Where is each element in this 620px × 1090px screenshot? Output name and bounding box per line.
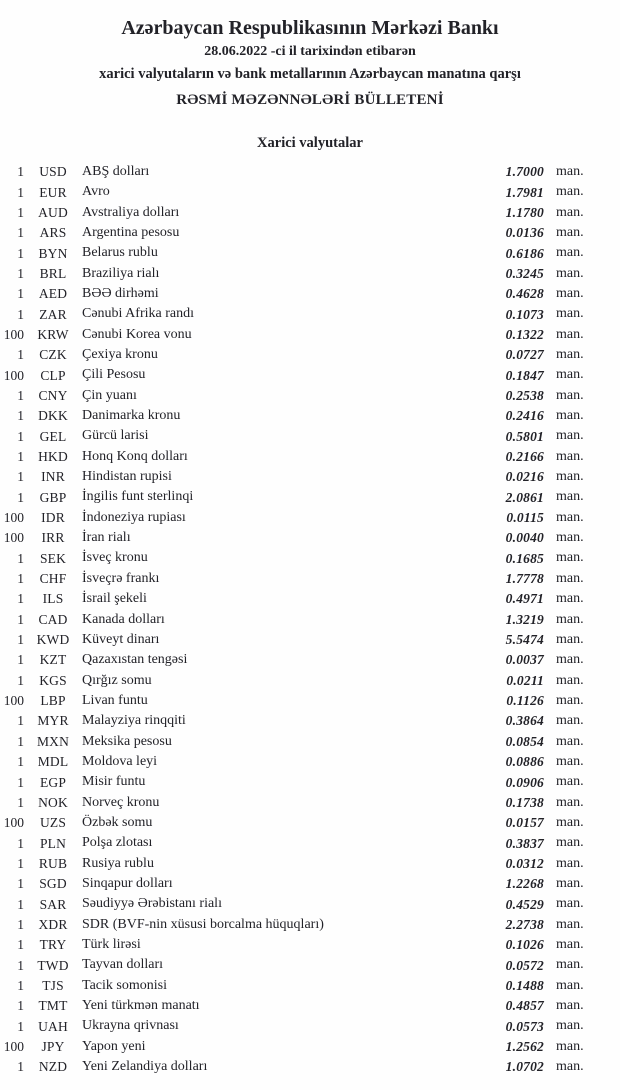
rate-row — [0, 569, 590, 589]
row-name: Qırğız somu — [82, 672, 152, 688]
row-name: Tacik somonisi — [82, 977, 167, 993]
rate-row — [0, 284, 590, 304]
row-unit: man. — [556, 204, 584, 220]
rate-row — [0, 955, 590, 975]
row-name: Ukrayna qrivnası — [82, 1018, 179, 1034]
row-rate: 1.7000 — [505, 164, 544, 180]
row-unit: man. — [556, 245, 584, 261]
rate-row — [0, 833, 590, 853]
rate-row — [0, 223, 590, 243]
row-code: DKK — [38, 408, 68, 424]
row-qty: 1 — [17, 855, 24, 871]
row-code: NOK — [38, 794, 68, 810]
row-code: ILS — [42, 591, 64, 607]
row-qty: 1 — [17, 937, 24, 953]
rate-row — [0, 162, 590, 182]
row-qty: 1 — [17, 876, 24, 892]
rate-row — [0, 426, 590, 446]
row-rate: 0.0211 — [506, 672, 544, 688]
row-name: Polşa zlotası — [82, 835, 153, 851]
row-name: Cənubi Afrika randı — [82, 306, 194, 322]
rate-row — [0, 243, 590, 263]
row-qty: 100 — [3, 693, 24, 709]
row-unit: man. — [556, 855, 584, 871]
row-unit: man. — [556, 753, 584, 769]
row-rate: 0.0136 — [505, 225, 544, 241]
rate-row — [0, 487, 590, 507]
row-code: IRR — [41, 530, 65, 546]
rate-row — [0, 1037, 590, 1057]
row-code: MDL — [37, 754, 69, 770]
row-rate: 0.1685 — [505, 550, 544, 566]
rate-row — [0, 345, 590, 365]
row-name: Meksika pesosu — [82, 733, 172, 749]
row-code: CHF — [39, 571, 67, 587]
rate-row — [0, 1016, 590, 1036]
row-name: Kanada dolları — [82, 611, 165, 627]
row-unit: man. — [556, 774, 584, 790]
row-qty: 1 — [17, 265, 24, 281]
row-unit: man. — [556, 265, 584, 281]
row-rate: 0.2166 — [505, 449, 544, 464]
row-code: SGD — [39, 876, 67, 892]
row-rate: 0.4857 — [505, 998, 544, 1014]
row-name: Yeni Zelandiya dolları — [82, 1059, 208, 1075]
row-code: LBP — [40, 693, 66, 709]
row-name: Malayziya rinqqiti — [82, 713, 186, 729]
row-unit: man. — [556, 286, 584, 301]
rate-row — [0, 263, 590, 283]
row-qty: 1 — [17, 733, 24, 749]
row-rate: 1.2268 — [505, 876, 544, 892]
row-qty: 1 — [17, 754, 24, 770]
row-rate: 1.0702 — [505, 1059, 544, 1075]
row-code: CNY — [38, 387, 68, 403]
row-unit: man. — [556, 1018, 584, 1034]
row-code: UAH — [38, 1018, 68, 1034]
row-unit: man. — [556, 652, 584, 668]
row-qty: 1 — [17, 571, 24, 587]
row-rate: 0.0115 — [506, 510, 544, 526]
rate-row — [0, 406, 590, 426]
row-name: Özbək somu — [82, 814, 153, 830]
row-qty: 1 — [17, 204, 24, 220]
row-qty: 1 — [17, 449, 24, 464]
row-code: RUB — [38, 855, 68, 871]
row-code: IDR — [41, 510, 65, 526]
row-unit: man. — [556, 224, 584, 240]
row-qty: 1 — [17, 245, 24, 261]
rate-row — [0, 202, 590, 222]
row-unit: man. — [556, 184, 584, 200]
row-code: GBP — [39, 489, 67, 505]
row-unit: man. — [556, 977, 584, 993]
row-name: Yeni türkmən manatı — [82, 998, 200, 1014]
row-unit: man. — [556, 367, 584, 383]
rate-row — [0, 528, 590, 548]
row-rate: 0.0906 — [505, 774, 544, 790]
row-qty: 1 — [17, 591, 24, 607]
rate-row — [0, 813, 590, 833]
row-rate: 0.5801 — [505, 428, 544, 444]
row-rate: 0.1073 — [505, 306, 544, 322]
row-qty: 1 — [17, 835, 24, 851]
rate-row — [0, 1057, 590, 1077]
row-name: Danimarka kronu — [82, 408, 181, 424]
row-rate: 1.7981 — [505, 184, 544, 200]
row-qty: 1 — [17, 286, 24, 302]
row-qty: 1 — [17, 794, 24, 810]
row-unit: man. — [556, 326, 584, 342]
row-code: BYN — [38, 245, 68, 261]
row-name: Hindistan rupisi — [82, 469, 172, 485]
row-unit: man. — [556, 550, 584, 566]
row-rate: 0.0037 — [505, 652, 544, 668]
row-unit: man. — [556, 428, 584, 444]
row-unit: man. — [556, 408, 584, 424]
row-unit: man. — [556, 875, 584, 891]
row-code: NZD — [38, 1059, 68, 1075]
bulletin-title: RƏSMİ MƏZƏNNƏLƏRİ BÜLLETENİ — [176, 92, 444, 109]
row-unit: man. — [556, 489, 584, 505]
row-code: KRW — [37, 326, 69, 342]
rates-table — [0, 162, 620, 1077]
row-unit: man. — [556, 469, 584, 485]
row-rate: 2.2738 — [505, 916, 544, 932]
row-qty: 1 — [17, 408, 24, 424]
row-name: Avstraliya dolları — [82, 204, 180, 220]
effective-date-line: 28.06.2022 -ci il tarixindən etibarən — [204, 44, 416, 59]
row-name: SDR (BVF-nin xüsusi borcalma hüquqları) — [82, 916, 324, 932]
row-code: INR — [41, 469, 65, 485]
row-rate: 0.2416 — [505, 408, 544, 424]
rate-row — [0, 670, 590, 690]
row-code: GEL — [39, 428, 67, 444]
row-rate: 0.0572 — [505, 957, 544, 973]
row-qty: 1 — [17, 387, 24, 403]
rate-row — [0, 894, 590, 914]
rate-row — [0, 630, 590, 650]
row-name: İndoneziya rupiası — [82, 509, 186, 525]
rate-row — [0, 691, 590, 711]
row-rate: 0.1026 — [505, 937, 544, 953]
row-unit: man. — [556, 713, 584, 729]
subject-line: xarici valyutaların və bank metallarının Azərbaycan manatına qarşı — [99, 66, 521, 83]
row-qty: 1 — [17, 347, 24, 363]
rate-row — [0, 447, 590, 467]
row-name: Çin yuanı — [82, 387, 137, 403]
rate-row — [0, 853, 590, 873]
row-name: BƏƏ dirhəmi — [82, 286, 159, 301]
row-code: TMT — [38, 998, 68, 1014]
row-unit: man. — [556, 916, 584, 932]
rate-row — [0, 548, 590, 568]
row-qty: 100 — [3, 530, 24, 546]
row-qty: 1 — [17, 957, 24, 973]
row-unit: man. — [556, 611, 584, 627]
rate-row — [0, 304, 590, 324]
row-code: HKD — [38, 449, 68, 464]
row-name: Norveç kronu — [82, 794, 160, 810]
row-rate: 0.0312 — [505, 855, 544, 871]
row-rate: 0.0886 — [505, 754, 544, 770]
row-name: Tayvan dolları — [82, 957, 164, 973]
document-header — [0, 0, 620, 109]
row-unit: man. — [556, 163, 584, 179]
row-unit: man. — [556, 794, 584, 810]
row-rate: 0.1322 — [505, 326, 544, 342]
row-rate: 0.4628 — [505, 286, 544, 302]
row-rate: 0.1126 — [506, 693, 544, 709]
rate-row — [0, 792, 590, 812]
row-unit: man. — [556, 814, 584, 830]
row-name: Səudiyyə Ərəbistanı rialı — [82, 896, 222, 912]
rate-row — [0, 976, 590, 996]
row-code: CAD — [38, 611, 68, 627]
row-name: Livan funtu — [82, 692, 148, 708]
row-code: PLN — [39, 835, 67, 851]
rate-row — [0, 365, 590, 385]
row-code: KZT — [39, 652, 67, 668]
row-code: KWD — [36, 632, 70, 648]
row-qty: 1 — [17, 1059, 24, 1075]
rate-row — [0, 609, 590, 629]
row-rate: 0.0854 — [505, 733, 544, 749]
row-unit: man. — [556, 1038, 584, 1054]
row-rate: 0.0727 — [505, 347, 544, 363]
row-name: Belarus rublu — [82, 245, 158, 261]
row-name: Braziliya rialı — [82, 265, 160, 281]
row-qty: 1 — [17, 713, 24, 729]
row-qty: 1 — [17, 164, 24, 180]
row-name: İsveç kronu — [82, 550, 148, 566]
row-name: Honq Konq dolları — [82, 448, 188, 464]
row-qty: 1 — [17, 672, 24, 688]
row-unit: man. — [556, 631, 584, 647]
row-qty: 1 — [17, 896, 24, 912]
row-code: ZAR — [39, 306, 67, 322]
row-rate: 0.2538 — [505, 387, 544, 403]
row-code: AED — [38, 286, 68, 302]
rate-row — [0, 467, 590, 487]
row-qty: 1 — [17, 225, 24, 241]
row-name: İsveçrə frankı — [82, 570, 160, 586]
row-code: JPY — [41, 1038, 65, 1054]
row-unit: man. — [556, 937, 584, 952]
row-code: AUD — [38, 204, 68, 220]
row-qty: 1 — [17, 428, 24, 444]
row-qty: 1 — [17, 652, 24, 668]
row-unit: man. — [556, 530, 584, 546]
row-code: TRY — [39, 937, 67, 953]
row-unit: man. — [556, 570, 584, 586]
rate-row — [0, 914, 590, 934]
row-unit: man. — [556, 733, 584, 749]
row-qty: 100 — [3, 815, 24, 831]
row-code: USD — [39, 164, 67, 180]
rate-row — [0, 325, 590, 345]
rate-row — [0, 589, 590, 609]
row-qty: 100 — [3, 510, 24, 526]
row-rate: 1.3219 — [505, 611, 544, 627]
row-name: Küveyt dinarı — [82, 631, 160, 647]
row-name: Gürcü larisi — [82, 428, 149, 444]
row-unit: man. — [556, 306, 584, 322]
rate-row — [0, 386, 590, 406]
row-rate: 0.1738 — [505, 794, 544, 810]
row-qty: 1 — [17, 184, 24, 200]
row-rate: 0.3245 — [505, 265, 544, 281]
row-code: KGS — [39, 672, 67, 688]
row-name: Avro — [82, 184, 110, 200]
row-rate: 0.4971 — [505, 591, 544, 607]
row-name: Argentina pesosu — [82, 224, 180, 240]
row-name: İsrail şekeli — [82, 591, 147, 607]
row-name: Rusiya rublu — [82, 855, 154, 871]
row-code: CLP — [40, 367, 66, 383]
row-name: Çexiya kronu — [82, 347, 158, 363]
row-unit: man. — [556, 835, 584, 851]
row-unit: man. — [556, 591, 584, 607]
row-code: SEK — [39, 550, 67, 566]
row-unit: man. — [556, 998, 584, 1014]
row-qty: 1 — [17, 469, 24, 485]
row-rate: 0.0573 — [505, 1018, 544, 1034]
row-rate: 0.0157 — [505, 815, 544, 831]
row-unit: man. — [556, 692, 584, 708]
row-rate: 1.7778 — [505, 571, 544, 587]
row-rate: 0.0216 — [505, 469, 544, 485]
row-name: Çili Pesosu — [82, 367, 146, 383]
row-name: Yapon yeni — [82, 1038, 146, 1054]
row-rate: 0.0040 — [505, 530, 544, 546]
row-qty: 100 — [3, 367, 24, 383]
row-code: ARS — [39, 225, 67, 241]
row-name: Qazaxıstan tengəsi — [82, 652, 188, 668]
row-rate: 0.6186 — [505, 245, 544, 261]
row-unit: man. — [556, 387, 584, 403]
row-code: MYR — [37, 713, 69, 729]
rate-row — [0, 752, 590, 772]
row-qty: 100 — [3, 1038, 24, 1054]
row-code: TJS — [42, 977, 64, 993]
row-rate: 0.3837 — [505, 835, 544, 851]
row-code: SAR — [39, 896, 67, 912]
row-code: XDR — [38, 916, 68, 932]
rate-row — [0, 935, 590, 955]
row-rate: 0.4529 — [505, 896, 544, 912]
row-code: EGP — [39, 774, 67, 790]
rate-row — [0, 996, 590, 1016]
row-name: Türk lirəsi — [82, 937, 141, 952]
row-rate: 5.5474 — [505, 632, 544, 648]
row-unit: man. — [556, 509, 584, 525]
row-code: UZS — [39, 815, 67, 831]
bank-name-title: Azərbaycan Respublikasının Mərkəzi Bankı — [121, 17, 499, 39]
row-qty: 1 — [17, 774, 24, 790]
row-unit: man. — [556, 347, 584, 363]
row-unit: man. — [556, 1059, 584, 1075]
row-unit: man. — [556, 957, 584, 973]
row-code: BRL — [39, 265, 67, 281]
row-unit: man. — [556, 896, 584, 912]
row-name: Moldova leyi — [82, 753, 158, 769]
row-qty: 1 — [17, 998, 24, 1014]
rate-row — [0, 772, 590, 792]
row-qty: 1 — [17, 916, 24, 932]
rate-row — [0, 874, 590, 894]
row-qty: 1 — [17, 632, 24, 648]
row-name: İran rialı — [82, 530, 131, 546]
rate-row — [0, 711, 590, 731]
row-name: Cənubi Korea vonu — [82, 326, 192, 342]
row-unit: man. — [556, 672, 584, 688]
row-rate: 0.3864 — [505, 713, 544, 729]
row-rate: 1.1780 — [505, 204, 544, 220]
row-qty: 1 — [17, 306, 24, 322]
row-name: İngilis funt sterlinqi — [82, 489, 194, 505]
row-unit: man. — [556, 448, 584, 464]
row-code: TWD — [37, 957, 69, 973]
row-qty: 1 — [17, 977, 24, 993]
section-title-foreign-currencies: Xarici valyutalar — [257, 134, 363, 151]
row-qty: 1 — [17, 611, 24, 627]
row-rate: 1.2562 — [505, 1038, 544, 1054]
row-code: CZK — [39, 347, 67, 363]
row-rate: 0.1488 — [505, 977, 544, 993]
rate-row — [0, 182, 590, 202]
row-qty: 1 — [17, 1018, 24, 1034]
row-qty: 1 — [17, 550, 24, 566]
row-code: MXN — [36, 733, 70, 749]
row-code: EUR — [39, 184, 67, 200]
row-qty: 1 — [17, 489, 24, 505]
row-qty: 100 — [3, 326, 24, 342]
row-name: Misir funtu — [82, 774, 146, 790]
row-name: ABŞ dolları — [82, 163, 150, 179]
row-name: Sinqapur dolları — [82, 875, 173, 891]
rate-row — [0, 731, 590, 751]
rate-row — [0, 508, 590, 528]
row-rate: 2.0861 — [505, 489, 544, 505]
rate-row — [0, 650, 590, 670]
row-rate: 0.1847 — [505, 367, 544, 383]
